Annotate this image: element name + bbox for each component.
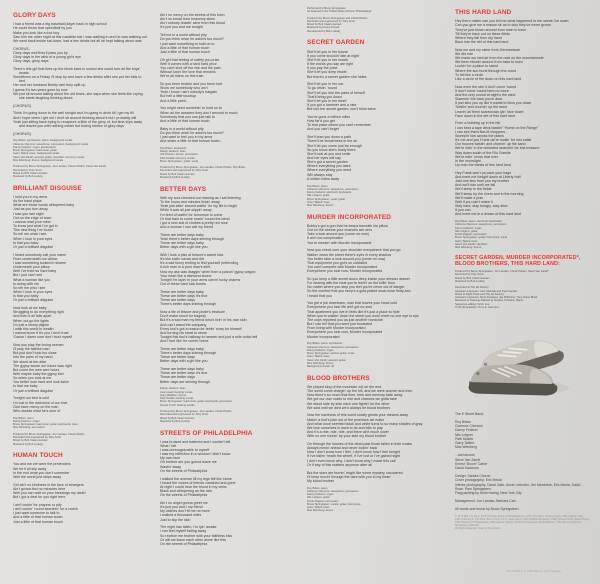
credits-heading: SECRET GARDEN, MURDER INCORPORATED*, BLOOD BROTHERS, THIS HARD LAND: — [455, 254, 581, 267]
credit-block: Roy Bittan: keyboards Randy Jackson: bass Jeff Porcaro: drums, percussion Patti Scialfa: harmony vocals Bruce Springsteen: guitar, vocal — [160, 146, 198, 163]
lyric-stanza: She'll lead you down a path There'll be tenderness in the air She'll let you come just far enough So you know she's really there She'll look at you and smile And her eyes will say She's got a secret garden Where everything you want Where everything you need Will always stay A million miles away — [307, 135, 362, 181]
lyric-stanza: Hey Frank won't ya pack your bags And meet me tonight down at Liberty Hall Just one kiss from you my brother And we'll ride until we fall We'll sleep in the fields We'll sleep by the rivers and in the morning We'll make a plan Well if you can't make it Stay hard, stay hungry, stay alive If you can And meet me in a dream of this hard land — [455, 170, 524, 217]
legal-fine-print: © 1974 (Born To Run), 1975 (Thunder Road), 1978 (Badlands), 1979 (The River, Hungry Heart), 1982 (Atlantic City), 1984 (Dancing In The Dark, Born In The U.S.A., Glory Days), 1987 (Brilliant Disguise), 1992 (Human Touch, Better Days), 1994 (Streets Of Philadelphia), 1995 (Secret Garden, Murder Incorporated, Blood Brothers, This Hard Land) Bruce Springsteen (ASCAP) All Rights Reserved. Used by Permission — [455, 514, 590, 531]
lyrics-column-4 — [455, 9, 590, 577]
lyric-stanza: Ain't no angel gonna greet me It's just you and I my friend My clothes don't fit me no more I walked a thousand miles Just to slip the skin — [160, 500, 210, 522]
credits-list: All words and music by Bruce Springsteen — [455, 507, 519, 512]
lyric-stanza: Now you play the loving woman I'll play the faithful man But just don't look too close Into the palm of my hand We stood at the altar The gypsy swore our future was right But come the wee wee hours Well maybe baby the gypsy lied So when you look at me You better look hard and look twice Is that me baby Or just a brilliant disguise — [13, 342, 72, 393]
lyric-stanza: Girl ain't no kindness in the face of strangers Ain't gonna find no miracles here Well you can wait on your blessings my darlin' But I got a deal for you right here — [13, 482, 87, 500]
credit-block: Roy Bittan: piano Danny Federici: organ Bruce Springsteen: lead vocal, guitar, keyboards, bass Max Weinberg: percussion — [13, 416, 78, 430]
lyric-stanza: Now the hardness of this world slowly grinds your dreams away Makin' a fool's joke out of the promises we make And what once seemed black and white turns to so many shades of gray We lose ourselves in work to do and bills to pay And it's a ride, ride, ride, and there ain't much cover With no one runnin' by your side my blood brother — [307, 413, 423, 439]
credit-block: Produced by Bruce Springsteen and Chuck Plotkin Recorded and engineered by Toby Scott Mixed by Bob Clearmountain Mastered by Denny Purcell Remastered by Bob Ludwig — [307, 16, 368, 33]
lyrics-column-1 — [13, 12, 147, 580]
lyric-stanza: From a building up in the hill I can hear a tape deck blastin' "Home on the Range" I can see them Bar-M choppers Sweepin' low across the plains It's me and you Frank we're lookin' for lost cattle Our hooves twistin' and churnin' up the sand We're ridin' in the whirlwind searchin' for lost treasure Way down south of the Rio Grande We're ridin' 'cross that river In the moonlight Up onto the banks of this hard land — [455, 121, 540, 167]
lyric-stanza: I heard somebody call your name From underneath our willow I saw something tucked in shame Underneath your pillow Well I've tried so hard baby But I just can't see What a woman like you Is doing with me So tell me who I see When I look in your eyes Is that you baby Or just a brilliant disguise — [13, 252, 67, 303]
lyric-stanza: Bobby's got a gun that he keeps beneath his pillow Out on the streets your chances are zero Take a look around you (come on now) It ain't too complicated You're messin' with Murder Incorporated — [307, 223, 388, 245]
lyric-stanza: Now me and my sister from Germantown We did ride We made our bed sir from the rock on the mountainside We been blowin' around from town to town Lookin' for a place to stand Where the sun burst through the cloud To fall like a circle Like a circle of fire down on this hard land — [455, 47, 544, 81]
lyric-stanza: Hey there mister can you tell me what happened to the seeds I've sown Can you give me a reason sir as to why they've never grown They've just blown around from town to town Till they're back out on these fields Where they fall from my hand Back into the dirt of this hard land — [455, 19, 569, 44]
lyric-stanza: So you been broken and you been hurt Show me somebody who ain't Yeah I know I ain't nobody's bargain But hell a little touchup And a little paint... — [160, 81, 223, 103]
lyric-stanza: I walked the avenue till my legs felt like stone I heard the voices of friends vanished and gone At night I could hear the blood in my veins Black and whispering as the rain On the streets of Philadelphia — [160, 476, 236, 498]
song-title: SECRET GARDEN — [307, 39, 365, 47]
lyric-stanza: Now a life of leisure and pirate's treasure Don't make much for tragedy But it's a sad man my friend who's livin' in his own skin And can't stand the company Every fool's got a reason for feelin' sorry for himself And turning his heart to stone Tonight this fool's halfway to heaven and just a mile outta hell And I feel like I'm comin' home — [160, 310, 258, 344]
credit-block: Produced by Bruce Springsteen, Jon Landau, Chuck Plotkin Recorded and engineered by Toby Scott Mixed by Bob Clearmountain Mastered by Bob Ludwig — [13, 432, 85, 446]
lyric-stanza: She'll let you in her car To go drivin' 'round She'll let you into the parts of herself That'll bring you down She'll let you in her heart If you got a hammer and a vise But into her secret garden, don't think twice — [307, 82, 376, 112]
credit-block: Produced by Bruce Springsteen, Jon Landau, Chuck Plotkin, Steve Van Zandt* Recorded by Toby Scott Mixed by Bob Clearmountain Mastered by Bob Ludwig — [455, 270, 549, 283]
lyric-stanza: She'll let you in her house If you come knockin' late at night She'll let you in her mouth If the words you say are right If you pay the price She'll let you deep inside But there's a secret garden she hides — [307, 49, 367, 79]
lyric-stanza: These are better days baby There's better days shining through These are better days Better days with a girl like you — [160, 346, 217, 364]
lyric-stanza: We played king of the mountain out on the end The world come chargin' up the hill, and we were women and men Now there's so much that time, time and memory fade away We got our own roads to ride and chances we gotta take We stood side by side each one fightin' for the other We said until we died we'd always be blood brothers — [307, 384, 413, 410]
song-title: BLOOD BROTHERS — [307, 374, 370, 382]
lyric-stanza: Now even the rain it don't come 'round It don't come 'round here no more And the only sound at night's the wind Slammin' the back porch door It just stirs you up like it wants to blow you down Twistin' and churnin' up the sand Leavin' all them scarecrows lyin' face down Face down in the dirt of this hard land — [455, 84, 532, 118]
credit-block: Roy Bittan: piano Clarence Clemons: saxophone, percussion Danny Federici: organ Nils Lofgren: guitar Frank Pagano: percussion Bruce Springsteen: vocals, guitar, harmonica Garry Tallent: bass Max Weinberg: drums — [307, 486, 361, 513]
credit-block: Randy Jackson: bass Lisa Lowell: backing vocals Gary Mallaber: drums Patti Scialfa: backing vocals Bruce Springsteen: lead vocal, guitar, keyboards, percussion Soozie Tyrell: backing vocals — [160, 387, 233, 407]
credits-list: The E Street Band: Roy Bittan Clarence Clemons Danny Federici Nils Lofgren Patti Scialfa Garry Tallent Max Weinberg — [455, 412, 484, 450]
lyric-stanza: I was bruised and battered and I couldn't tell What I felt I was unrecognizable to myself I saw my reflection in a window I didn't know My own face Oh brother are you gonna leave me Wastin' away On the streets of Philadelphia — [160, 439, 231, 473]
lyric-stanza: The night has fallen, I'm lyin' awake I can feel myself fading away So receive me brother with your faithless kiss Or will we leave each other alone like this On the streets of Philadelphia — [160, 525, 233, 546]
lyric-stanza: Tonight our bed is cold I'm lost in the darkness of our love God have mercy on the man Who doubts what he's sure of — [13, 396, 68, 413]
lyric-stanza: Now look at me baby Struggling to do everything right And then it all falls apart When out go the lights I'm just a lonely pilgrim I walk this world in wealth I wanna know if it's you I don't trust 'Cause I damn sure don't trust myself — [13, 306, 73, 340]
lyric-stanza: Now you check over your shoulder everywhere that you go Walkin' down the street there's eyes in every shadow You better take a look around you (come on now) That equipment you got's so outdated You can't compete with Murder Incorporated Everywhere you look now, Murder Incorporated — [307, 248, 401, 274]
song-title: GLORY DAYS — [13, 12, 56, 19]
lyric-stanza: (CHORUS) — [13, 103, 31, 108]
catalog-footer: CK 67060-2 © 1995 Bruce Springsteen — [506, 570, 562, 573]
lyric-stanza: Well my soul checked out missing as I sat listening To the hours and minutes tickin' away Yeah just sittin' around waitin' for my life to begin While it was all just slippin' away I'm tired of waitin' for tomorrow to come Or that train to come roarin' 'round the bend I got a new suit of clothes a pretty red rose And a woman I can call my friend — [160, 195, 241, 229]
lyric-stanza: I hold you in my arms As the band plays What are those words whispered baby Just as you turn away I saw you last night Out on the edge of town I wanna read your mind To know just what I've got in This new thing I've found So tell me what I see When I look in your eyes Is that you baby Or just a brilliant disguise — [13, 194, 75, 249]
lyric-stanza: Oh girl that feeling of safety you prize Well it comes with a hard hard price You can't shut off the risk and the pain Without losin' the love that remains We're all riders on this train — [160, 57, 221, 79]
lyric-stanza: You and me we were the pretenders We let it all slip away In the end what you don't surrender Well the world just strips away — [13, 462, 71, 479]
credit-block: Roy Bittan: piano, electronic keyboards Clarence Clemons: saxophone, percussion Danny Federici: organ Nils Lofgren: guitar Frank Pagano: percussion Bruce Springsteen: guitar, harmonica, vocal Garry Tallent: bass Steve Van Zandt: mandolin Max Weinberg: drums — [455, 220, 507, 250]
song-title: BRILLIANT DISGUISE — [13, 184, 82, 192]
lyric-stanza: You've gone a million miles How far'd you get To that place where you can't remember And you can't forget — [307, 115, 371, 132]
lyric-stanza: But the stars are burnin' bright like some mystery uncovered I'll keep movin' through the dark with you in my heart My blood brother — [307, 470, 403, 483]
lyrics-column-2 — [160, 13, 294, 581]
lyric-stanza: These are better days baby Yeah there's better days shining through These are better days baby Better days with a girl like you — [160, 232, 225, 250]
lyric-stanza: Think I'm going down to the well tonight and I'm going to drink till I get my fill And I hope when I get old I don't sit around thinking about it but I probably will Yeah just sitting back trying to recapture a little of the glory of, but time slips away and leaves you with nothing mister but boring stories of glory days — [13, 111, 143, 128]
lyric-stanza: I ain't lookin' for prayers or pity I ain't comin' 'round searchin' for a crutch I just want someone to talk to And a little of that human touch Just a little of that human touch — [13, 502, 78, 524]
lyric-stanza: Well I took a piss at fortune's sweet kiss It's like eatin' caviar and dirt It's a sad funny ending to find yourself pretending A rich man in a poor man's shirt Now my ass was draggin' when from a passin' gypsy wagon Your heart like a diamond shone Tonight I'm layin' in your arms carvin' lucky charms Out of these hard luck bones — [160, 252, 256, 287]
lyric-stanza: I had a friend was a big baseball player back in high school He could throw that speedball by you Make you look like a fool boy Saw him the other night at this roadside bar I was walking in and he was walking out We went back inside sat down, had a few drinks but all he kept talking about was — [13, 22, 147, 43]
song-title: HUMAN TOUCH — [13, 452, 63, 460]
song-title: STREETS OF PHILADELPHIA — [160, 429, 253, 437]
credit-block: Performed by Bruce Springsteen As featured in the TriStar Motion Picture "Philadelphia" — [307, 7, 372, 14]
credits-list: Design: Sandra Choron Cover photography: Eric Meola Interior photography: David Gahr, Annie Leibovitz, Jim Marchese, Eric Meola, David Rose, Pam Springsteen Flag painting by Keith Haring, New York City — [455, 474, 581, 496]
lyric-stanza: There's this girl that lives up the block back in school she could turn all the boys' heads Sometimes on a Friday I'll stop by and have a few drinks after she put her kids to bed Her and her husband Bobby well they split up I guess it's two years gone by now We just sit around talking about the old times, she says when she feels like crying she starts laughing thinking about — [13, 66, 143, 100]
lyrics-column-3 — [307, 7, 444, 575]
credit-block: Recorded at The Hit Factory Assistant engineers: Carl Glanville and Pete Keppler Mixed at Right Track and The Hit Factory Assistant engineers: Ryan Freeland, Jay Militscher, Tony Duino Black Mastered at Gateway Mastering Studios, Portland, Maine Sequence editing: Victor Lee Thrill Hill assistant: Terry E. Germann — [455, 286, 538, 309]
lyric-stanza: On through the houses of the dead past those fallen in their tracks Always movin' ahead and never lookin' back Now I don't know how I feel, I don't know how I feel tonight If I've fallen 'neath the wheel, if I've lost or I've gained sight I don't even know why, I don't know why I made this call Or if any of this matters anymore after all — [307, 442, 413, 467]
lyric-stanza: (CHORUS) — [13, 131, 31, 136]
credit-block: Produced by Bruce Springsteen, Jon Landau, Chuck Plotkin, Roy Bittan Recorded and engineered by Toby Scott Mixed by Bob Clearmountain Mastered by Bob Ludwig — [160, 166, 246, 179]
lyric-stanza: Tell me in a world without pity Do you think what I'm askin's too much? I just want something to hold on to And a little of that human touch Just a little of that human touch — [160, 33, 224, 54]
credits-list: ...and alumni Steve Van Zandt Ernest "Boom" Carter David Sancious — [455, 453, 488, 471]
song-title: MURDER INCORPORATED — [307, 213, 392, 221]
credit-block: Roy Bittan: piano, synthesizer Clarence Clemons: saxophone, percussion Danny Federici: organ Bruce Springsteen: electric guitar, vocal Garry Tallent: bass Steve Van Zandt: acoustic guitar Max Weinberg: drums Background vocals: all — [307, 342, 359, 368]
song-title: BETTER DAYS — [160, 185, 207, 193]
credit-block: Produced by Bruce Springsteen, Jon Landau, Chuck Plotkin, Steve Van Zandt Recorded by Toby Scott Mixed by Bob Clearmountain Mastered by Bob Ludwig — [13, 165, 106, 179]
credit-block: Roy Bittan: synthesizer, piano, background vocals Clarence Clemons: saxophone, percussion, background vocals Danny Federici: organ, glockenspiel Bruce Springsteen: lead vocal, guitar Garry Tallent: bass, background vocals Steve Van Zandt: acoustic guitar, mandolin, harmony vocals Max Weinberg: drums, background vocals — [13, 139, 89, 162]
lyric-stanza: So you keep a little secret down deep inside your dresser drawer For dealing with the heat you're feelin' on the killin' floor No matter where you step you feel you're never out of danger So the comfort that you keep's a gold-plated snub-nose thirty-two I heard that you — [307, 276, 411, 298]
lyric-stanza: Baby in a world without pity Do you think what I'm askin's too much? I just want to feel you in my arms And share a little of that human touch... — [160, 126, 224, 144]
lyric-stanza: Ain't no mercy on the streets of this town Ain't no bread from heavenly skies Ain't nobody drawin' wine from this blood It's just you and me tonight — [160, 13, 225, 30]
credit-block: Roy Bittan: piano Clarence Clemons: saxophone, percussion Danny Federici: electronic keyboards Nils Lofgren: guitar Bruce Springsteen: vocal, guitar Garry Tallent: bass Max Weinberg: drums — [307, 184, 359, 208]
sneakers-photo — [455, 318, 583, 402]
lyric-stanza: You might need somethin' to hold on to When all the answers they don't amount to much Somebody that you can just talk to And a little of that human touch — [160, 106, 238, 123]
lyric-stanza: These are better days baby These are better days it's true These are better days There's better days shining through — [160, 289, 217, 307]
lyric-stanza: CHORUS: Glory days well they'll pass you by Glory days in the wink of a young girl's eye Glory days, glory days — [13, 46, 82, 64]
lyric-stanza: You got a job downtown, man that leaves your head cold Everywhere you look life ain't got no soul That apartment you live in feels like it's just a place to hide When you're walkin' down the street you won't meet no one eye to eye The cops reported you as just another homicide But I can tell that you were just frustrated From living with Murder Incorporated Everywhere you look now, Murder Incorporated Murder Incorporated — [307, 301, 419, 339]
credits-list: Management: Jon Landau, Barbara Carr — [455, 499, 516, 504]
lyric-stanza: These are better days baby These are better days it's true These are better days Better days are shining through — [160, 367, 210, 384]
credit-block: Produced by Bruce Springsteen, Jon Landau, Chuck Plotkin Recorded and engineered by Toby Scott Mixed by Bob Clearmountain Mastered by Bob Ludwig — [160, 410, 232, 423]
song-title: THIS HARD LAND — [455, 9, 512, 16]
